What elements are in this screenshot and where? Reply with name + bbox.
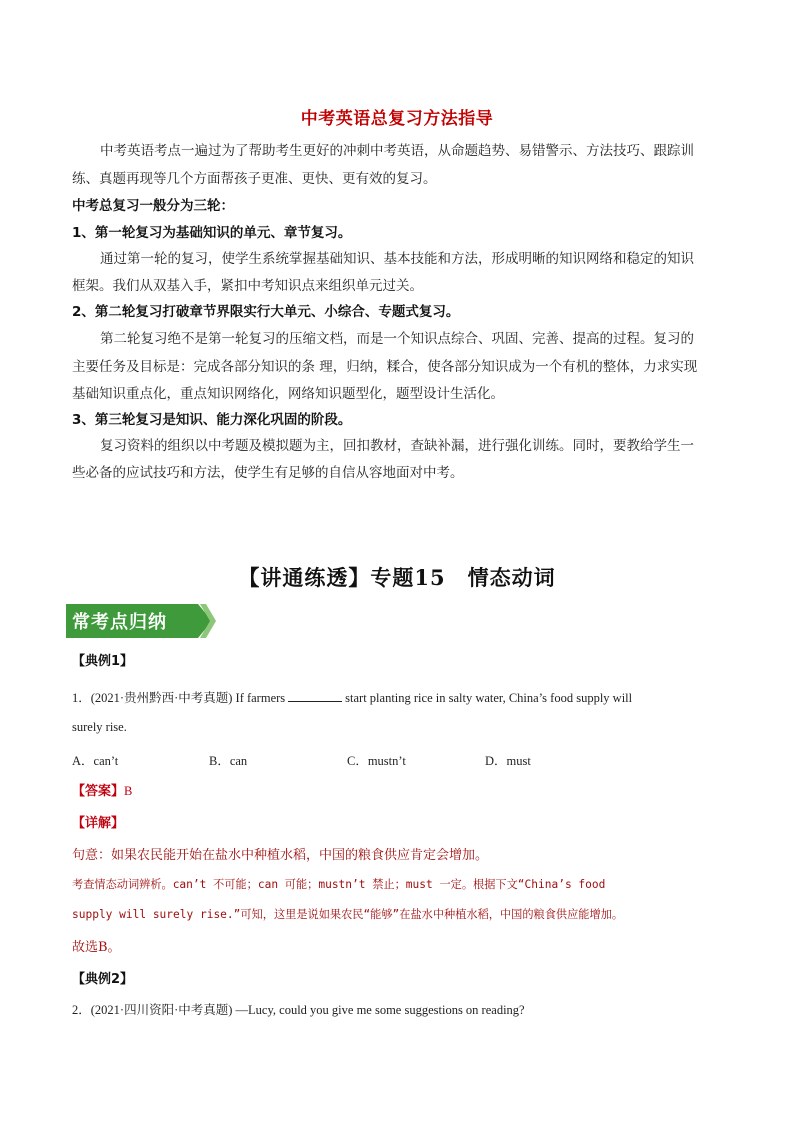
option: B．can bbox=[209, 754, 248, 768]
question-line: 2．(2021·四川资阳·中考真题) —Lucy, could you give me some suggestions on reading? bbox=[72, 1003, 525, 1017]
option: A．can’t bbox=[72, 754, 119, 768]
detail-line: 句意：如果农民能开始在盐水中种植水稻，中国的粮食供应肯定会增加。 bbox=[72, 848, 489, 863]
section-banner bbox=[66, 604, 216, 638]
intro-line: 主要任务及目标是：完成各部分知识的条 理，归纳，糅合，使各部分知识成为一个有机的整体，力求实现 bbox=[72, 359, 698, 375]
option: C．mustn’t bbox=[347, 754, 406, 768]
section-heading: 中考总复习一般分为三轮： bbox=[72, 198, 234, 214]
section-heading: 3、第三轮复习是知识、能力深化巩固的阶段。 bbox=[72, 412, 352, 428]
intro-line: 框架。我们从双基入手，紧扣中考知识点来组织单元过关。 bbox=[72, 278, 423, 294]
example-label: 【典例2】 bbox=[72, 972, 134, 987]
question-suffix: start planting rice in salty water, China’s food supply will bbox=[345, 691, 633, 705]
intro-line: 通过第一轮的复习，使学生系统掌握基础知识、基本技能和方法，形成明晰的知识网络和稳定的知识 bbox=[100, 251, 694, 267]
question-line: surely rise. bbox=[72, 720, 127, 734]
detail-line: 考查情态动词辨析。can’t 不可能；can 可能；mustn’t 禁止；must 一定。根据下文“China’s food bbox=[72, 878, 606, 891]
intro-line: 练、真题再现等几个方面帮孩子更准、更快、更有效的复习。 bbox=[72, 171, 437, 187]
option: D．must bbox=[485, 754, 531, 768]
intro-line: 第二轮复习绝不是第一轮复习的压缩文档，而是一个知识点综合、巩固、完善、提高的过程。复习的 bbox=[100, 331, 694, 347]
section-heading: 2、第二轮复习打破章节界限实行大单元、小综合、专题式复习。 bbox=[72, 304, 460, 320]
topic-title: 【讲通练透】专题15 情态动词 bbox=[238, 565, 556, 590]
intro-line: 复习资料的组织以中考题及模拟题为主，回扣教材，查缺补漏，进行强化训练。同时，要教给学生一 bbox=[100, 438, 694, 454]
answer-value: B bbox=[124, 784, 133, 798]
page-title: 中考英语总复习方法指导 bbox=[300, 109, 494, 129]
answer-blank bbox=[288, 690, 342, 702]
answer-label: 【答案】 bbox=[72, 784, 125, 799]
question-prefix: 1．(2021·贵州黔西·中考真题) If farmers bbox=[72, 691, 286, 705]
intro-line: 中考英语考点一遍过为了帮助考生更好的冲刺中考英语，从命题趋势、易错警示、方法技巧、跟踪训 bbox=[100, 143, 694, 159]
example-label: 【典例1】 bbox=[72, 654, 134, 669]
detail-line: 故选B。 bbox=[72, 940, 121, 955]
intro-line: 些必备的应试技巧和方法，使学生有足够的自信从容地面对中考。 bbox=[72, 465, 464, 481]
answer-line bbox=[72, 780, 132, 799]
banner-label: 常考点归纳 bbox=[72, 612, 167, 633]
question-line bbox=[72, 688, 632, 706]
section-heading: 1、第一轮复习为基础知识的单元、章节复习。 bbox=[72, 225, 352, 241]
detail-line: supply will surely rise.”可知，这里是说如果农民“能够”在盐水中种植水稻，中国的粮食供应能增加。 bbox=[72, 908, 624, 921]
intro-line: 基础知识重点化，重点知识网络化，网络知识题型化，题型设计生活化。 bbox=[72, 386, 504, 402]
detail-label: 【详解】 bbox=[72, 816, 125, 831]
